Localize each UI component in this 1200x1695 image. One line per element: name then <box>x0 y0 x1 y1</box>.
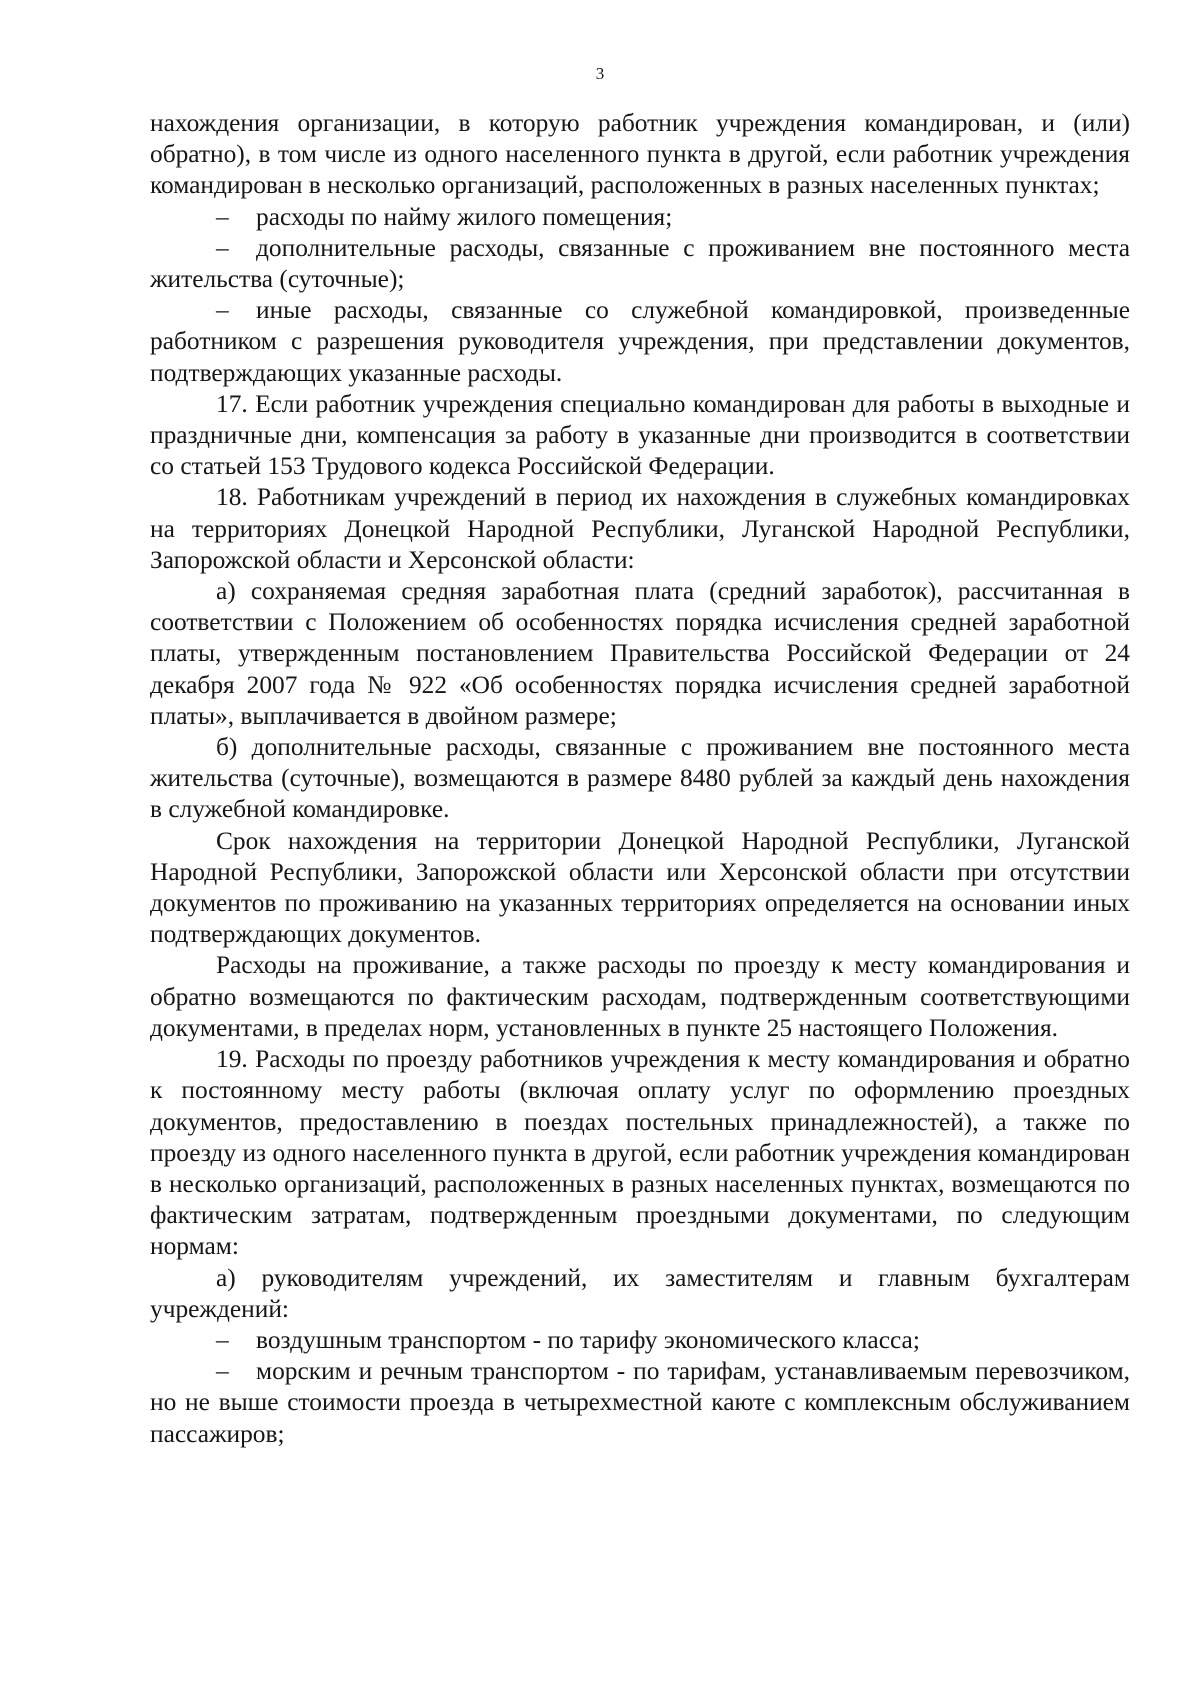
paragraph-19: 19. Расходы по проезду работников учреждения к месту командирования и обратно к постоянному месту работы (включая оплату услуг по оформлению проездных документов, предоставлению в поездах постельных принадлежностей), а также по проезду из одного населенного пункта в другой, если работник учреждения командирован в несколько организаций, расположенных в разных населенных пунктах, возмещаются по фактическим затратам, подтвержденным проездными документами, по следующим нормам: <box>150 1045 1130 1261</box>
list-item-text: иные расходы, связанные со служебной командировкой, произведенные работником с разрешения руководителя учреждения, при представлении документов, подтверждающих указанные расходы. <box>150 296 1130 387</box>
paragraph-19-a: а) руководителям учреждений, их заместителям и главным бухгалтерам учреждений: <box>150 1263 1130 1323</box>
paragraph-18-a: а) сохраняемая средняя заработная плата (средний заработок), рассчитанная в соответствии с Положением об особенностях порядка исчисления средней заработной платы, утвержденным постановлением Правительства Российской Федерации от 24 декабря 2007 года № 922 «Об особенностях порядка исчисления средней заработной платы», выплачивается в двойном размере; <box>150 577 1130 730</box>
list-item-dash <box>150 202 1130 233</box>
paragraph-expenses: Расходы на проживание, а также расходы по проезду к месту командирования и обратно возмещаются по фактическим расходам, подтвержденным соответствующими документами, в пределах норм, установленных в пункте 25 настоящего Положения. <box>150 951 1130 1042</box>
list-item-text: расходы по найму жилого помещения; <box>256 202 673 231</box>
paragraph-18-b: б) дополнительные расходы, связанные с проживанием вне постоянного места жительства (суточные), возмещаются в размере 8480 рублей за каждый день нахождения в служебной командировке. <box>150 733 1130 824</box>
dash-marker: – <box>216 202 229 231</box>
list-item-dash <box>150 1356 1130 1450</box>
dash-marker: – <box>216 233 229 262</box>
list-item-text: воздушным транспортом - по тарифу экономического класса; <box>256 1325 920 1354</box>
paragraph-18: 18. Работникам учреждений в период их нахождения в служебных командировках на территориях Донецкой Народной Республики, Луганской Народной Республики, Запорожской области и Херсонской области: <box>150 483 1130 574</box>
list-item-text: морским и речным транспортом - по тарифам, устанавливаемым перевозчиком, но не выше стоимости проезда в четырехместной каюте с комплексным обслуживанием пассажиров; <box>150 1357 1130 1448</box>
list-item-dash <box>150 1325 1130 1356</box>
paragraph-stay-term: Срок нахождения на территории Донецкой Народной Республики, Луганской Народной Республики, Запорожской области или Херсонской области при отсутствии документов по проживанию на указанных территориях определяется на основании иных подтверждающих документов. <box>150 826 1130 949</box>
dash-marker: – <box>216 1325 229 1354</box>
dash-marker: – <box>216 296 229 325</box>
paragraph-17: 17. Если работник учреждения специально командирован для работы в выходные и праздничные дни, компенсация за работу в указанные дни производится в соответствии со статьей 153 Трудового кодекса Российской Федерации. <box>150 389 1130 481</box>
document-body <box>150 108 1130 1450</box>
paragraph-continuation: нахождения организации, в которую работник учреждения командирован, и (или) обратно), в том числе из одного населенного пункта в другой, если работник учреждения командирован в несколько организаций, расположенных в разных населенных пунктах; <box>150 109 1130 200</box>
page-number: 3 <box>595 64 605 83</box>
list-item-dash <box>150 233 1130 295</box>
dash-marker: – <box>216 1357 229 1386</box>
list-item-text: дополнительные расходы, связанные с проживанием вне постоянного места жительства (суточные); <box>150 233 1130 294</box>
list-item-dash <box>150 295 1130 389</box>
